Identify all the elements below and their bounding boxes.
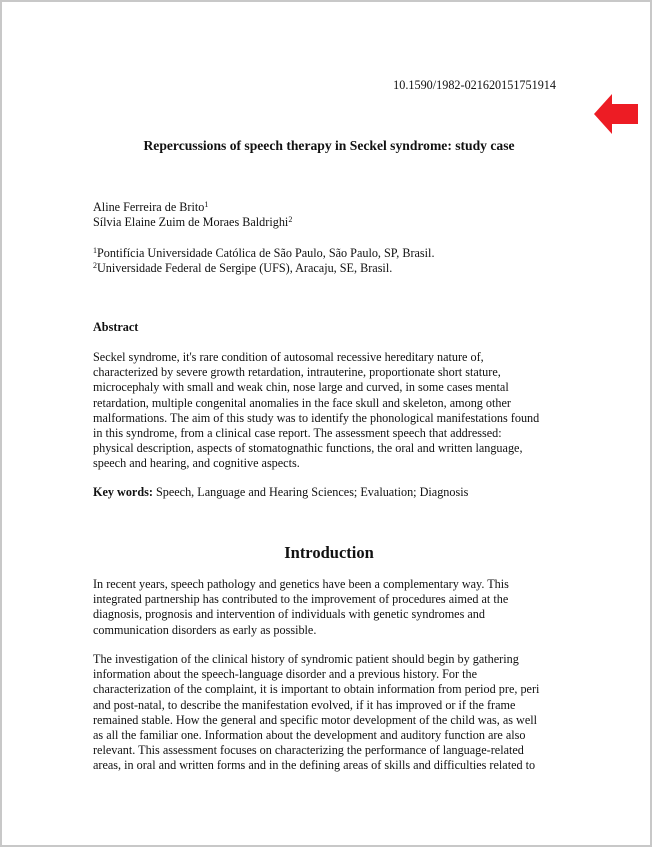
author-name: Aline Ferreira de Brito (93, 200, 205, 214)
affil-text: Pontifícia Universidade Católica de São Paulo, São Paulo, SP, Brasil. (97, 246, 435, 260)
affiliation-2 (93, 261, 435, 276)
author-affil-sup: 1 (204, 200, 209, 209)
paper-title: Repercussions of speech therapy in Seckel syndrome: study case (143, 138, 515, 153)
abstract-line: speech and hearing, and cognitive aspects. (93, 456, 300, 471)
paragraph-line: In recent years, speech pathology and genetics have been a complementary way. This (93, 577, 509, 591)
abstract-line: in this syndrome, from a clinical case report. The assessment speech that addressed: (93, 426, 502, 441)
left-arrow-icon (594, 92, 638, 136)
paragraph-line: communication disorders as early as possible. (93, 622, 317, 637)
introduction-paragraph-1 (93, 577, 568, 638)
keywords (93, 485, 468, 500)
paragraph-line: characterization of the complaint, it is important to obtain information from period pre, peri (93, 682, 540, 697)
paragraph-line: relevant. This assessment focuses on characterizing the performance of language-related (93, 743, 524, 758)
author-affil-sup: 2 (288, 215, 293, 225)
doi-text: 10.1590/1982-021620151751914 (393, 78, 556, 92)
paragraph-line: diagnosis, prognosis and intervention of individuals with genetic syndromes and (93, 607, 485, 622)
keywords-text: Speech, Language and Hearing Sciences; Evaluation; Diagnosis (152, 485, 469, 499)
affil-sup: 2 (93, 261, 97, 271)
author-1 (93, 200, 292, 215)
introduction-paragraph-2 (93, 652, 568, 774)
abstract-body (93, 350, 568, 472)
introduction-heading: Introduction (284, 543, 374, 562)
abstract-line: retardation, multiple congenital anomalies in the face skull and skeleton, among other (93, 395, 511, 410)
keywords-label: Key words: (93, 485, 153, 499)
paragraph-line: as all the familiar one. Information about the development and auditory function are also (93, 728, 526, 743)
paragraph-line: remained stable. How the general and specific motor development of the child was, as well (93, 712, 538, 727)
paragraph-line: information about the speech-language disorder and a previous history. For the (93, 667, 478, 682)
author-2 (93, 215, 292, 230)
affil-text: Universidade Federal de Sergipe (UFS), Aracaju, SE, Brasil. (97, 261, 393, 276)
author-name: Sílvia Elaine Zuim de Moraes Baldrighi (93, 215, 289, 230)
paragraph-line: integrated partnership has contributed to the improvement of procedures aimed at the (93, 592, 509, 607)
abstract-line: Seckel syndrome, it's rare condition of autosomal recessive hereditary nature of, (93, 350, 484, 364)
abstract-line: physical description, aspects of stomatognathic functions, the oral and written language, (93, 441, 523, 456)
author-list (93, 200, 292, 230)
paragraph-line: and post-natal, to describe the manifestation evolved, if it has improved or if the frame (93, 697, 516, 712)
affil-sup: 1 (93, 246, 97, 255)
paragraph-line: The investigation of the clinical history of syndromic patient should begin by gathering (93, 652, 519, 666)
paragraph-line: areas, in oral and written forms and in the defining areas of skills and difficulties related to (93, 758, 536, 773)
abstract-heading: Abstract (93, 320, 139, 334)
abstract-line: malformations. The aim of this study was to identify the phonological manifestations found (93, 410, 540, 425)
abstract-line: microcephaly with small and weak chin, nose large and curved, in some cases mental (93, 380, 509, 395)
abstract-line: characterized by severe growth retardation, intrauterine, proportionate short stature, (93, 365, 501, 380)
affiliation-1 (93, 246, 435, 261)
affiliation-list (93, 246, 435, 276)
